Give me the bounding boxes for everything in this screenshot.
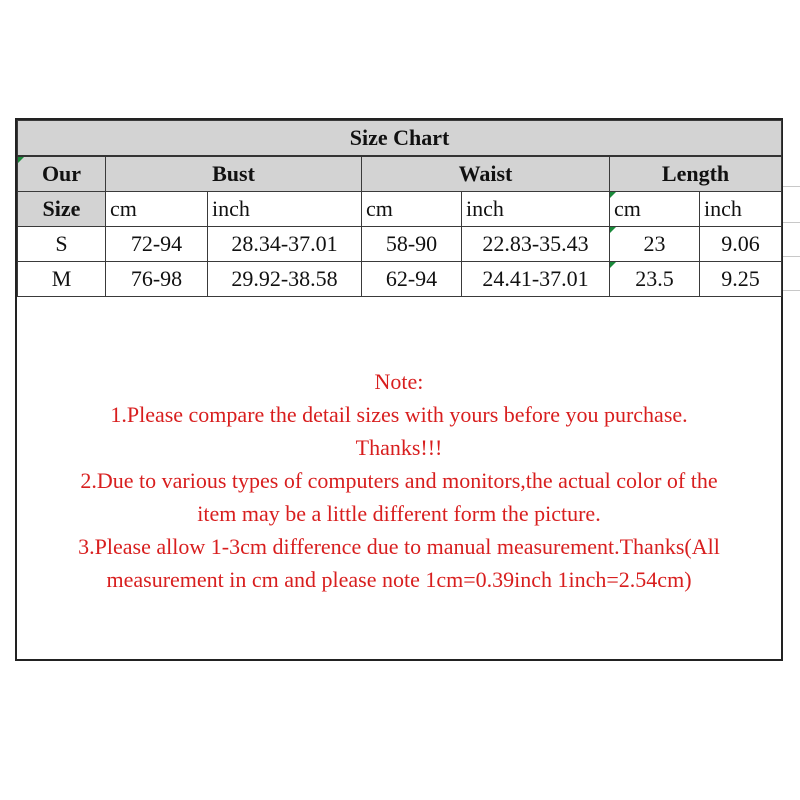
note-line: Thanks!!! [355, 435, 443, 460]
header-row [18, 156, 782, 192]
unit-cell: inch [462, 192, 610, 227]
notes-block [17, 365, 781, 596]
table-row [18, 227, 782, 262]
note-line: 1.Please compare the detail sizes with yours before you purchase. [110, 402, 688, 427]
length-header: Length [610, 156, 782, 192]
unit-cell: inch [208, 192, 362, 227]
table-cell: 76-98 [106, 262, 208, 297]
size-chart-table [17, 120, 782, 297]
waist-header: Waist [362, 156, 610, 192]
bust-header: Bust [106, 156, 362, 192]
table-cell: 9.06 [700, 227, 782, 262]
table-cell: 23 [610, 227, 700, 262]
table-title-row [18, 121, 782, 157]
size-label: S [18, 227, 106, 262]
unit-cell: cm [106, 192, 208, 227]
table-cell: 23.5 [610, 262, 700, 297]
unit-cell: cm [362, 192, 462, 227]
table-cell: 9.25 [700, 262, 782, 297]
table-cell: 58-90 [362, 227, 462, 262]
size-chart-sheet [15, 118, 783, 661]
our-size-header: Our [18, 156, 106, 192]
unit-cell: cm [610, 192, 700, 227]
table-title: Size Chart [18, 121, 782, 157]
units-row [18, 192, 782, 227]
table-cell: 62-94 [362, 262, 462, 297]
table-cell: 72-94 [106, 227, 208, 262]
table-cell: 22.83-35.43 [462, 227, 610, 262]
note-line: 3.Please allow 1-3cm difference due to manual measurement.Thanks(All [78, 534, 720, 559]
table-cell: 28.34-37.01 [208, 227, 362, 262]
table-cell: 24.41-37.01 [462, 262, 610, 297]
note-line: 2.Due to various types of computers and monitors,the actual color of the [80, 468, 718, 493]
table-cell: 29.92-38.58 [208, 262, 362, 297]
note-line: item may be a little different form the picture. [197, 501, 601, 526]
our-size-header-line2: Size [18, 192, 106, 227]
size-label: M [18, 262, 106, 297]
unit-cell: inch [700, 192, 782, 227]
table-row [18, 262, 782, 297]
note-line: measurement in cm and please note 1cm=0.39inch 1inch=2.54cm) [106, 567, 692, 592]
note-heading: Note: [374, 369, 424, 394]
